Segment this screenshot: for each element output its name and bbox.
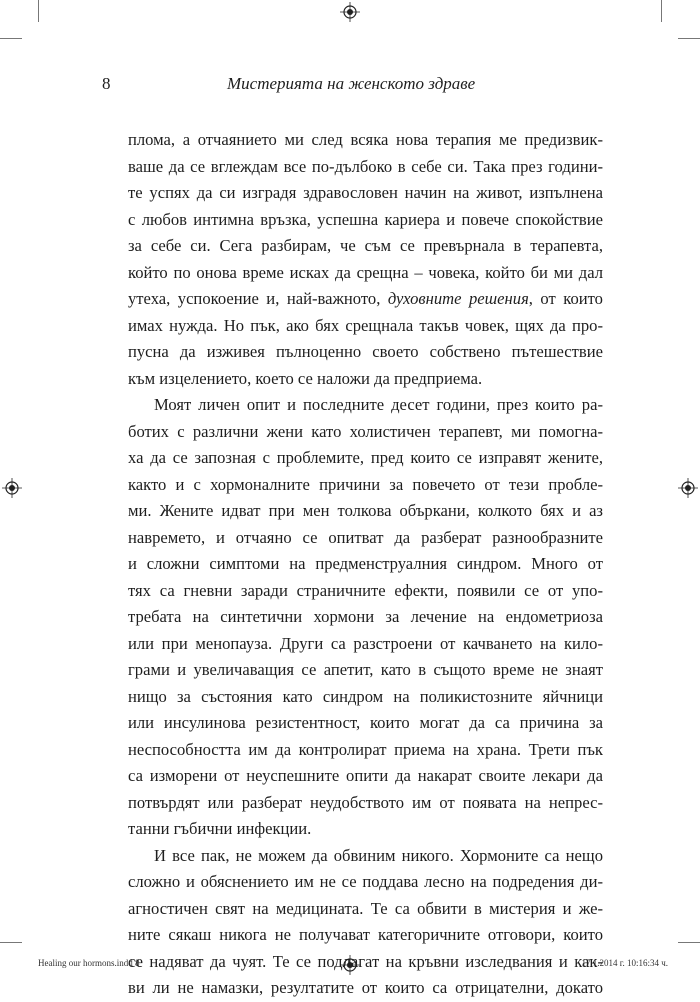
text-run: утеха, успокоение и, най-важното, xyxy=(128,289,388,308)
text-line: ботих с различни жени като холистичен терапевт, ми помогна- xyxy=(128,421,603,441)
text-line: ните сякаш никога не получават категоричните отговори, които xyxy=(128,925,603,944)
text-line: сложно и обяснението им не се поддава лесно на подредения ди- xyxy=(128,872,603,891)
text-line: пусна да изживея пълноценно своето собствено пътешествие xyxy=(128,342,603,361)
print-slug xyxy=(38,958,668,972)
text-line: тях са гневни заради страничните ефекти, появили се от упо- xyxy=(128,580,603,600)
text-line: и сложни симптоми на предменструалния синдром. Много от xyxy=(128,554,603,573)
page-header xyxy=(100,70,600,98)
crop-mark-top-right-vertical xyxy=(661,0,662,22)
text-line: или инсулинова резистентност, които могат да са причина за xyxy=(128,713,603,732)
running-title: Мистерията на женското здраве xyxy=(227,74,476,93)
text-line: или при менопауза. Други са разстроени от качването на кило- xyxy=(128,633,603,653)
text-line: танни гъбични инфекции. xyxy=(128,819,312,838)
text-line: имах нужда. Но пък, ако бях срещнала такъв човек, щях да про- xyxy=(128,315,603,335)
text-line: нищо за състояния като синдром на поликистозните яйчници xyxy=(128,686,603,706)
slug-filename: Healing our hormons.indd 8 xyxy=(38,958,140,968)
text-line: както и с хормоналните причини за повечето от тези пробле- xyxy=(128,474,603,494)
crop-mark-top-left xyxy=(0,38,22,39)
text-line: който по онова време исках да срещна – човека, който би ми дал xyxy=(128,262,603,282)
body-text xyxy=(128,127,603,1002)
text-line: потвърдят или разберат неудобството им от появата на непрес- xyxy=(128,792,603,812)
registration-mark-top-icon xyxy=(340,2,360,22)
text-line: навремето, и отчаяно се опитват да разберат разнообразните xyxy=(128,527,603,547)
crop-mark-top-right xyxy=(678,38,700,39)
text-run: , от които xyxy=(528,289,603,308)
text-line: ха да се запозная с проблемите, пред които се изправят жените, xyxy=(128,448,603,467)
text-line: ви ли не намазки, резултатите от които са отрицателни, докато xyxy=(128,978,603,997)
text-line: ми. Жените идват при мен толкова объркани, колкото бях и аз xyxy=(128,501,603,520)
crop-mark-top-left-vertical xyxy=(38,0,39,22)
text-line: грами и увеличаващия се апетит, като в същото време не знаят xyxy=(128,660,603,679)
registration-mark-left-icon xyxy=(2,478,22,498)
slug-timestamp: 17.1.2014 г. 10:16:34 ч. xyxy=(581,958,668,968)
text-line: агностичен свят на медицината. Те са обвити в мистерия и же- xyxy=(128,898,603,918)
text-line xyxy=(128,286,603,313)
text-line: са изморени от неуспешните опити да накарат своите лекари да xyxy=(128,766,603,785)
text-line: се надяват да чуят. Те се подлагат на кръвни изследвания и как- xyxy=(128,951,603,971)
emphasized-phrase: духовните решения xyxy=(387,289,529,308)
registration-mark-right-icon xyxy=(678,478,698,498)
crop-mark-bottom-left xyxy=(0,942,22,943)
text-line: неспособността им да контролират приема на храна. Трети пък xyxy=(128,739,603,759)
text-line: И все пак, не можем да обвиним никого. Хормоните са нещо xyxy=(154,845,603,865)
text-line: за себе си. Сега разбирам, че съм се превърнала в терапевта, xyxy=(128,236,603,255)
page-number: 8 xyxy=(102,74,111,93)
text-line: Моят личен опит и последните десет години, през които ра- xyxy=(154,395,603,414)
text-line: требата на синтетични хормони за лечение на ендометриоза xyxy=(128,607,603,626)
text-line: с любов интимна връзка, успешна кариера и повече спокойствие xyxy=(128,209,603,229)
crop-mark-bottom-right xyxy=(678,942,700,943)
text-line: ваше да се вглеждам все по-дълбоко в себе си. Така през години- xyxy=(128,156,603,176)
text-line: те успях да си изградя здравословен начин на живот, изпълнена xyxy=(128,183,603,202)
text-line: към изцелението, което се наложи да предприема. xyxy=(128,368,483,388)
text-line: плома, а отчаянието ми след всяка нова терапия ме предизвик- xyxy=(128,130,603,149)
